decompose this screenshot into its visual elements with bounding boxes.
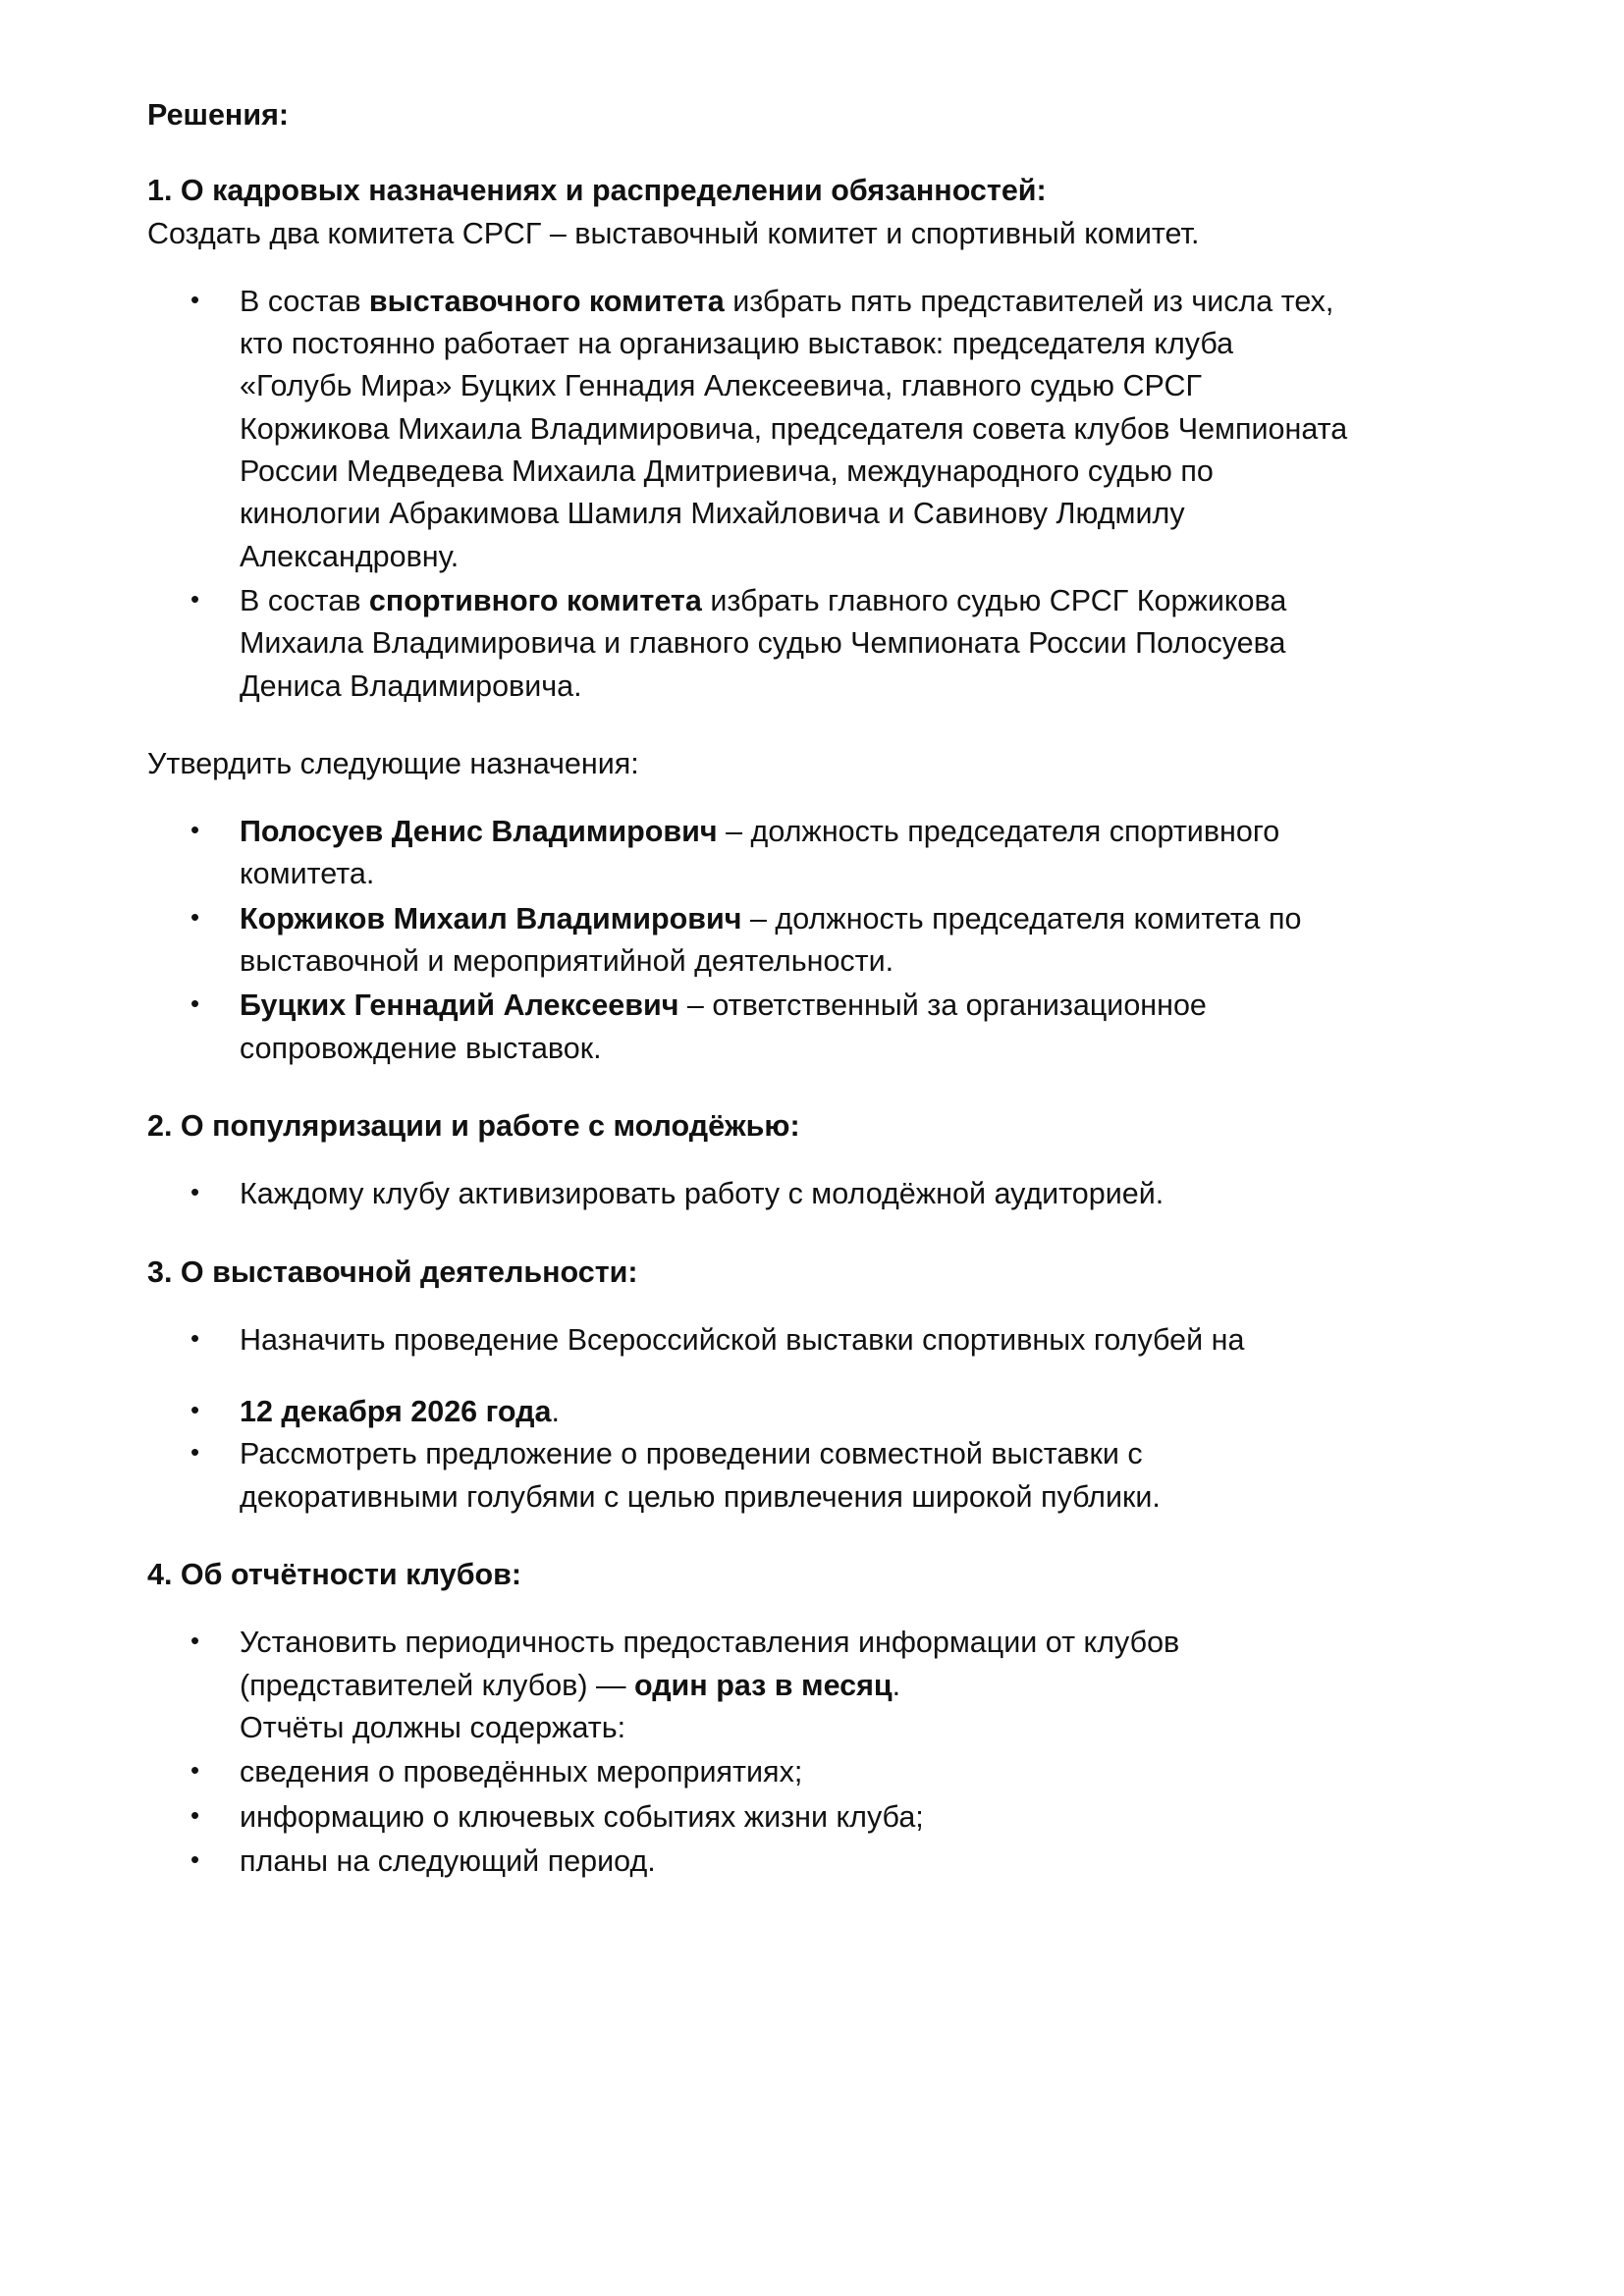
section-4-list [147, 1622, 1353, 1883]
exhibition-date-period: . [551, 1395, 560, 1429]
section-2-list [147, 1173, 1353, 1215]
section-1-heading: 1. О кадровых назначениях и распределении обязанностей: [147, 174, 1047, 208]
list-item [147, 1622, 1353, 1749]
spacer [147, 1148, 1353, 1173]
list-item-date [147, 1391, 1353, 1433]
section-1-appointments-list [147, 811, 1353, 1070]
appointment-role: – должность председателя комитета по выставочной и мероприятийной деятельности. [240, 901, 1302, 979]
section-1-subintro: Утвердить следующие назначения: [147, 746, 639, 780]
list-item [147, 1796, 1353, 1839]
bullet-text: планы на следующий период. [240, 1843, 656, 1878]
spacer [147, 785, 1353, 811]
bullet-text-post: избрать главного судью СРСГ Коржикова Михаила Владимировича и главного судью Чемпионата России Полосуева Дениса Владимировича. [240, 583, 1287, 703]
bullet-text-pre: В состав [240, 284, 369, 318]
bullet-text-pre: Установить периодичность предоставления информации от клубов (представителей клубов) — [240, 1626, 1180, 1702]
bullet-text: Рассмотреть предложение о проведении совместной выставки с декоративными голубями с целью привлечения широкой публики. [240, 1437, 1161, 1514]
list-item [147, 985, 1353, 1070]
reporting-frequency: один раз в месяц [633, 1668, 893, 1702]
appointment-role: – ответственный за организационное сопровождение выставок. [240, 988, 1207, 1065]
section-3-list [147, 1319, 1353, 1519]
spacer [147, 1294, 1353, 1319]
spacer [147, 1072, 1353, 1105]
list-item [147, 1751, 1353, 1793]
appointment-name: Коржиков Михаил Владимирович [240, 901, 742, 935]
page-title: Решения: [147, 98, 290, 132]
spacer [147, 1596, 1353, 1622]
bullet-text-bold: спортивного комитета [368, 583, 702, 617]
spacer [147, 136, 1353, 170]
spacer [147, 1521, 1353, 1554]
section-2 [147, 1105, 1353, 1216]
bullet-text: информацию о ключевых событиях жизни клуба; [240, 1799, 924, 1834]
bullet-text: сведения о проведённых мероприятиях; [240, 1755, 803, 1789]
section-1 [147, 170, 1353, 1070]
appointment-name: Полосуев Денис Владимирович [240, 815, 718, 849]
bullet-text-post: . [892, 1668, 901, 1702]
bullet-text-post: избрать пять представителей из числа тех, кто постоянно работает на организацию выставок: председателя клуба «Голубь Мира» Буцких Геннадия Алексеевича, главного судью СРСГ Коржикова Михаила Владимировича, председателя совета клубов Чемпионата России Медведева Михаила Дмитриевича, международного судью по кинологии Абракимова Шамиля Михайловича и Савинову Людмилу Александровну. [240, 284, 1348, 573]
section-4 [147, 1554, 1353, 1883]
spacer [147, 1218, 1353, 1252]
spacer [147, 255, 1353, 281]
list-item [147, 1319, 1353, 1362]
bullet-text-extra: Отчёты должны содержать: [240, 1710, 626, 1744]
appointment-name: Буцких Геннадий Алексеевич [240, 988, 679, 1023]
section-1-committee-list [147, 281, 1353, 708]
section-1-intro: Создать два комитета СРСГ – выставочный комитет и спортивный комитет. [147, 216, 1200, 250]
section-3 [147, 1252, 1353, 1519]
exhibition-date: 12 декабря 2026 года [240, 1395, 552, 1429]
section-3-heading: 3. О выставочной деятельности: [147, 1255, 638, 1289]
list-item [147, 1433, 1353, 1519]
list-item [147, 281, 1353, 578]
document-body [147, 94, 1353, 1883]
appointment-role: – должность председателя спортивного комитета. [240, 815, 1280, 891]
spacer [147, 710, 1353, 743]
bullet-text: Каждому клубу активизировать работу с молодёжной аудиторией. [240, 1177, 1164, 1211]
section-4-heading: 4. Об отчётности клубов: [147, 1558, 522, 1592]
list-item [147, 1173, 1353, 1215]
list-item [147, 898, 1353, 984]
bullet-text-bold: выставочного комитета [368, 284, 725, 318]
section-2-heading: 2. О популяризации и работе с молодёжью: [147, 1108, 800, 1143]
bullet-text-pre: В состав [240, 583, 369, 617]
list-item [147, 811, 1353, 896]
bullet-text: Назначить проведение Всероссийской выставки спортивных голубей на [240, 1322, 1245, 1357]
list-item [147, 1841, 1353, 1883]
list-item [147, 580, 1353, 708]
